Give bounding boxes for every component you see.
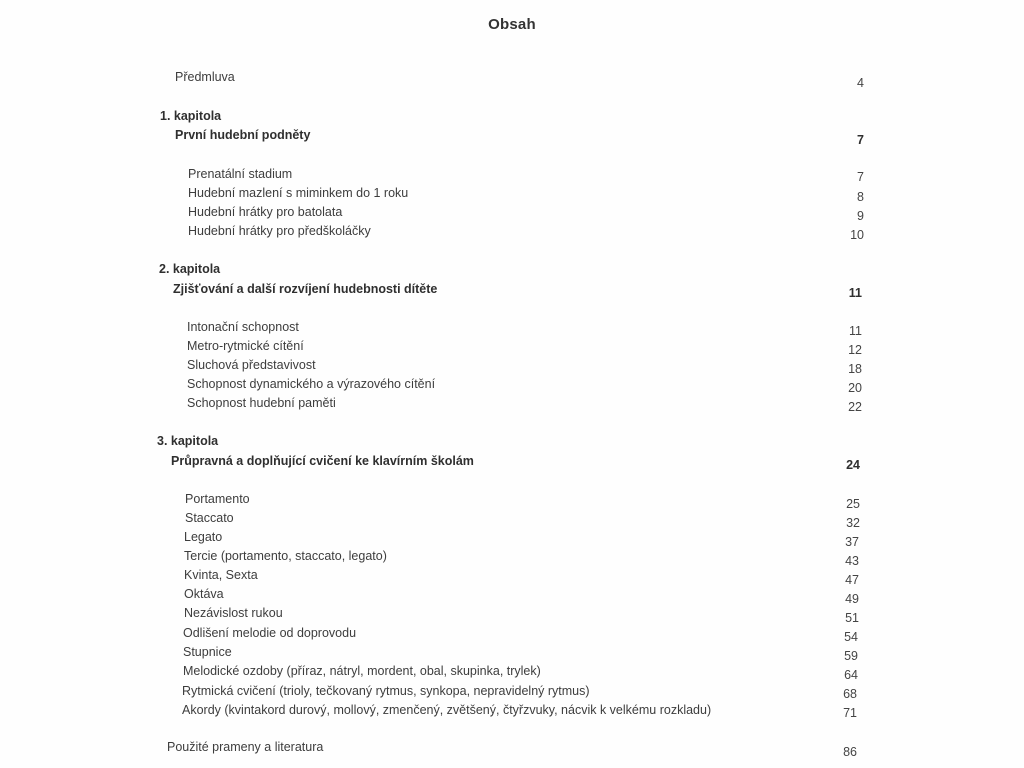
toc-entry-bibliography: Použité prameny a literatura (167, 740, 324, 754)
chapter-title: První hudební podněty (175, 128, 311, 142)
toc-entry: Staccato (185, 511, 234, 525)
toc-page-number: 18 (848, 362, 862, 376)
chapter-page-number: 24 (846, 458, 860, 472)
toc-entry: Stupnice (183, 645, 232, 659)
toc-page-number: 32 (846, 516, 860, 530)
toc-page-number: 59 (844, 649, 858, 663)
toc-page-number: 4 (857, 76, 864, 90)
toc-entry: Hudební hrátky pro předškoláčky (188, 224, 371, 238)
toc-entry-preface: Předmluva (175, 70, 235, 84)
chapter-title: Zjišťování a další rozvíjení hudebnosti dítěte (173, 282, 438, 296)
toc-entry: Sluchová představivost (187, 358, 316, 372)
toc-page-number: 68 (843, 687, 857, 701)
toc-entry: Metro-rytmické cítění (187, 339, 304, 353)
toc-page-number: 22 (848, 400, 862, 414)
chapter-heading: 3. kapitola (157, 434, 219, 448)
toc-entry: Hudební mazlení s miminkem do 1 roku (188, 186, 409, 200)
toc-entry: Odlišení melodie od doprovodu (183, 626, 357, 640)
toc-page-number: 25 (846, 497, 860, 511)
chapter-heading: 1. kapitola (160, 109, 222, 123)
toc-page-number: 37 (845, 535, 859, 549)
toc-page-number: 86 (843, 745, 857, 759)
toc-page-number: 49 (845, 592, 859, 606)
toc-page-number: 43 (845, 554, 859, 568)
chapter-heading: 2. kapitola (159, 262, 221, 276)
toc-page-number: 20 (848, 381, 862, 395)
toc-entry: Schopnost hudební paměti (187, 396, 336, 410)
toc-page-number: 12 (848, 343, 862, 357)
toc-entry: Melodické ozdoby (příraz, nátryl, mordent, obal, skupinka, trylek) (183, 664, 541, 678)
toc-entry: Akordy (kvintakord durový, mollový, zmenčený, zvětšený, čtyřzvuky, nácvik k velkému rozkladu) (182, 703, 712, 717)
chapter-title: Průpravná a doplňující cvičení ke klavírním školám (171, 454, 474, 468)
toc-entry: Nezávislost rukou (184, 606, 283, 620)
toc-entry: Tercie (portamento, staccato, legato) (184, 549, 387, 563)
toc-page-number: 8 (857, 190, 864, 204)
chapter-page-number: 7 (857, 133, 864, 147)
toc-entry: Portamento (185, 492, 250, 506)
toc-page-number: 10 (850, 228, 864, 242)
toc-entry: Rytmická cvičení (trioly, tečkovaný rytmus, synkopa, nepravidelný rytmus) (182, 684, 590, 698)
toc-page-number: 64 (844, 668, 858, 682)
page-title: Obsah (488, 16, 536, 33)
toc-page-number: 11 (849, 324, 862, 338)
toc-entry: Prenatální stadium (188, 167, 293, 181)
toc-page-number: 47 (845, 573, 859, 587)
toc-page-number: 54 (844, 630, 858, 644)
toc-page-number: 7 (857, 170, 864, 184)
toc-entry: Oktáva (184, 587, 224, 601)
chapter-page-number: 11 (848, 286, 862, 300)
toc-entry: Legato (184, 530, 223, 544)
toc-page-number: 9 (857, 209, 864, 223)
toc-entry: Kvinta, Sexta (184, 568, 258, 582)
toc-page-number: 51 (845, 611, 859, 625)
toc-entry: Intonační schopnost (187, 320, 299, 334)
toc-page-number: 71 (843, 706, 857, 720)
toc-entry: Schopnost dynamického a výrazového cítění (187, 377, 436, 391)
toc-entry: Hudební hrátky pro batolata (188, 205, 343, 219)
